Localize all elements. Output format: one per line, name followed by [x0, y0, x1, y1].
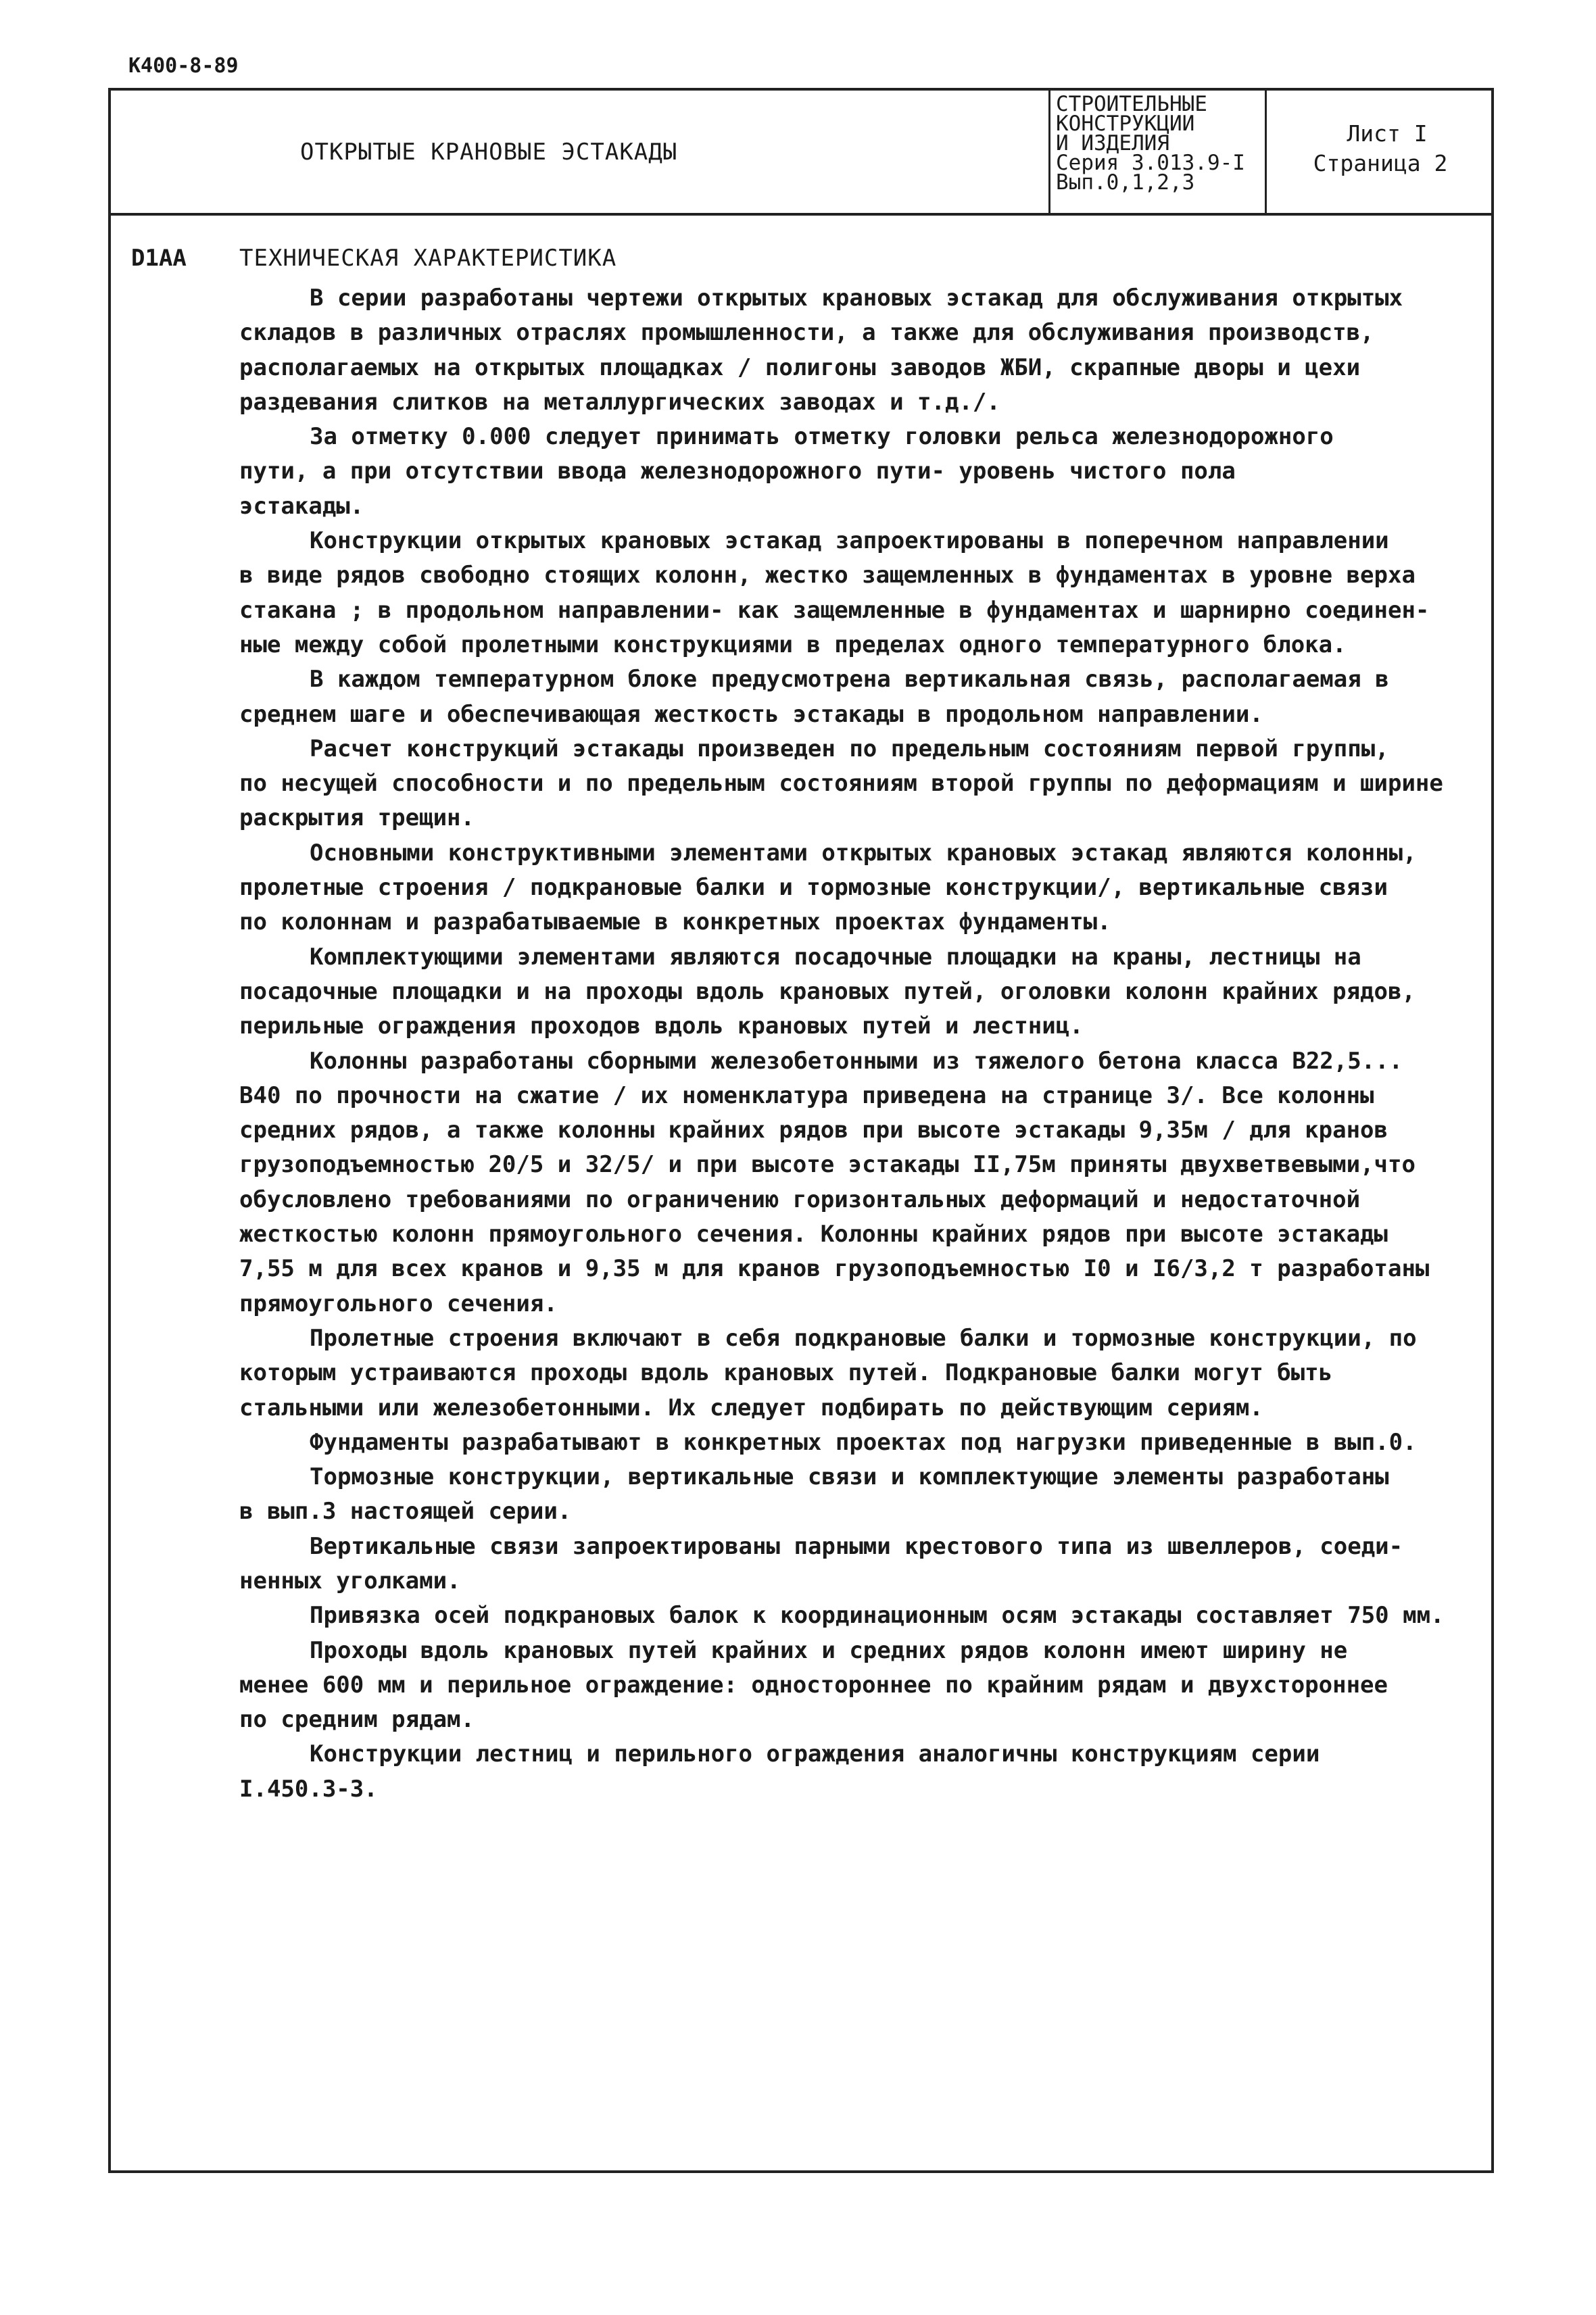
text-line: среднем шаге и обеспечивающая жесткость эстакады в продольном направлении. [239, 700, 1263, 728]
text-line: по несущей способности и по предельным состояниям второй группы по деформациям и ширине [239, 770, 1443, 798]
text-line: I.450.3-3. [239, 1775, 378, 1803]
text-line: Комплектующими элементами являются посадочные площадки на краны, лестницы на [310, 943, 1361, 971]
text-line: стальными или железобетонными. Их следует подбирать по действующим сериям. [239, 1394, 1263, 1421]
text-line: пролетные строения / подкрановые балки и тормозные конструкции/, вертикальные связи [239, 874, 1388, 902]
sheet-frame [108, 88, 1494, 2173]
text-line: Конструкции открытых крановых эстакад запроектированы в поперечном направлении [310, 527, 1389, 555]
text-line: которым устраиваются проходы вдоль крановых путей. Подкрановые балки могут быть [239, 1359, 1333, 1387]
text-line: пути, а при отсутствии ввода железнодорожного пути- уровень чистого пола [239, 458, 1236, 485]
section-title: ТЕХНИЧЕСКАЯ ХАРАКТЕРИСТИКА [239, 245, 617, 272]
text-line: Пролетные строения включают в себя подкрановые балки и тормозные конструкции, по [310, 1324, 1417, 1352]
title-cell [111, 91, 1050, 213]
text-line: Фундаменты разрабатывают в конкретных проектах под нагрузки приведенные в вып.0. [310, 1428, 1417, 1456]
text-line: по средним рядам. [239, 1706, 475, 1734]
text-line: В серии разработаны чертежи открытых крановых эстакад для обслуживания открытых [310, 285, 1403, 312]
text-line: Основными конструктивными элементами открытых крановых эстакад являются колонны, [310, 839, 1417, 867]
text-line: Проходы вдоль крановых путей крайних и средних рядов колонн имеют ширину не [310, 1636, 1348, 1664]
series-line: КОНСТРУКЦИИ [1056, 112, 1195, 136]
text-line: ные между собой пролетными конструкциями в пределах одного температурного блока. [239, 631, 1347, 658]
text-line: В40 по прочности на сжатие / их номенклатура приведена на странице 3/. Все колонны [239, 1081, 1374, 1109]
text-line: Конструкции лестниц и перильного ограждения аналогичны конструкциям серии [310, 1740, 1320, 1768]
text-line: стакана ; в продольном направлении- как защемленные в фундаментах и шарнирно соединен- [239, 596, 1430, 624]
body-text [239, 281, 1473, 1807]
title-block [111, 91, 1491, 216]
text-line: складов в различных отраслях промышленности, а также для обслуживания производств, [239, 319, 1374, 347]
document-title: ОТКРЫТЫЕ КРАНОВЫЕ ЭСТАКАДЫ [300, 138, 678, 166]
text-line: Расчет конструкций эстакады произведен по предельным состояниям первой группы, [310, 735, 1389, 762]
document-code: К400-8-89 [128, 54, 239, 78]
text-line: располагаемых на открытых площадках / полигоны заводов ЖБИ, скрапные дворы и цехи [239, 354, 1361, 381]
text-line: прямоугольного сечения. [239, 1290, 558, 1317]
text-line: эстакады. [239, 492, 364, 520]
text-line: жесткостью колонн прямоугольного сечения. Колонны крайних рядов при высоте эстакады [239, 1221, 1388, 1248]
text-line: раскрытия трещин. [239, 804, 475, 832]
text-line: Колонны разработаны сборными железобетонными из тяжелого бетона класса В22,5... [310, 1047, 1403, 1075]
series-line: Вып.0,1,2,3 [1056, 170, 1195, 195]
code-mark: D1AA [131, 245, 187, 272]
series-line: СТРОИТЕЛЬНЫЕ [1056, 92, 1207, 116]
text-line: в вып.3 настоящей серии. [239, 1498, 572, 1526]
text-line: менее 600 мм и перильное ограждение: одностороннее по крайним рядам и двухстороннее [239, 1671, 1388, 1699]
text-line: по колоннам и разрабатываемые в конкретных проектах фундаменты. [239, 908, 1111, 936]
sheet-number: Лист I [1347, 120, 1428, 147]
text-line: перильные ограждения проходов вдоль крановых путей и лестниц. [239, 1013, 1084, 1040]
series-line: И ИЗДЕЛИЯ [1056, 131, 1169, 155]
text-line: посадочные площадки и на проходы вдоль крановых путей, оголовки колонн крайних рядов, [239, 977, 1416, 1005]
text-line: средних рядов, а также колонны крайних рядов при высоте эстакады 9,35м / для кранов [239, 1117, 1388, 1144]
text-line: обусловлено требованиями по ограничению горизонтальных деформаций и недостаточной [239, 1186, 1361, 1213]
text-line: ненных уголками. [239, 1567, 461, 1594]
text-line: Привязка осей подкрановых балок к координационным осям эстакады составляет 750 мм. [310, 1602, 1445, 1630]
series-cell [1050, 91, 1267, 213]
text-line: грузоподъемностью 20/5 и 32/5/ и при высоте эстакады II,75м приняты двухветвевыми,что [239, 1151, 1416, 1179]
text-line: раздевания слитков на металлургических заводах и т.д./. [239, 388, 1000, 416]
text-line: 7,55 м для всех кранов и 9,35 м для кранов грузоподъемностью I0 и I6/3,2 т разработаны [239, 1255, 1430, 1283]
text-line: Вертикальные связи запроектированы парными крестового типа из швеллеров, соеди- [310, 1532, 1403, 1560]
text-line: В каждом температурном блоке предусмотрена вертикальная связь, располагаемая в [310, 666, 1389, 693]
sheet-number-cell [1267, 91, 1494, 213]
text-line: Тормозные конструкции, вертикальные связи и комплектующие элементы разработаны [310, 1463, 1389, 1491]
page-number: Страница 2 [1313, 150, 1448, 176]
text-line: в виде рядов свободно стоящих колонн, жестко защемленных в фундаментах в уровне верха [239, 562, 1416, 589]
series-line: Серия 3.013.9-I [1056, 151, 1245, 175]
text-line: За отметку 0.000 следует принимать отметку головки рельса железнодорожного [310, 423, 1334, 451]
